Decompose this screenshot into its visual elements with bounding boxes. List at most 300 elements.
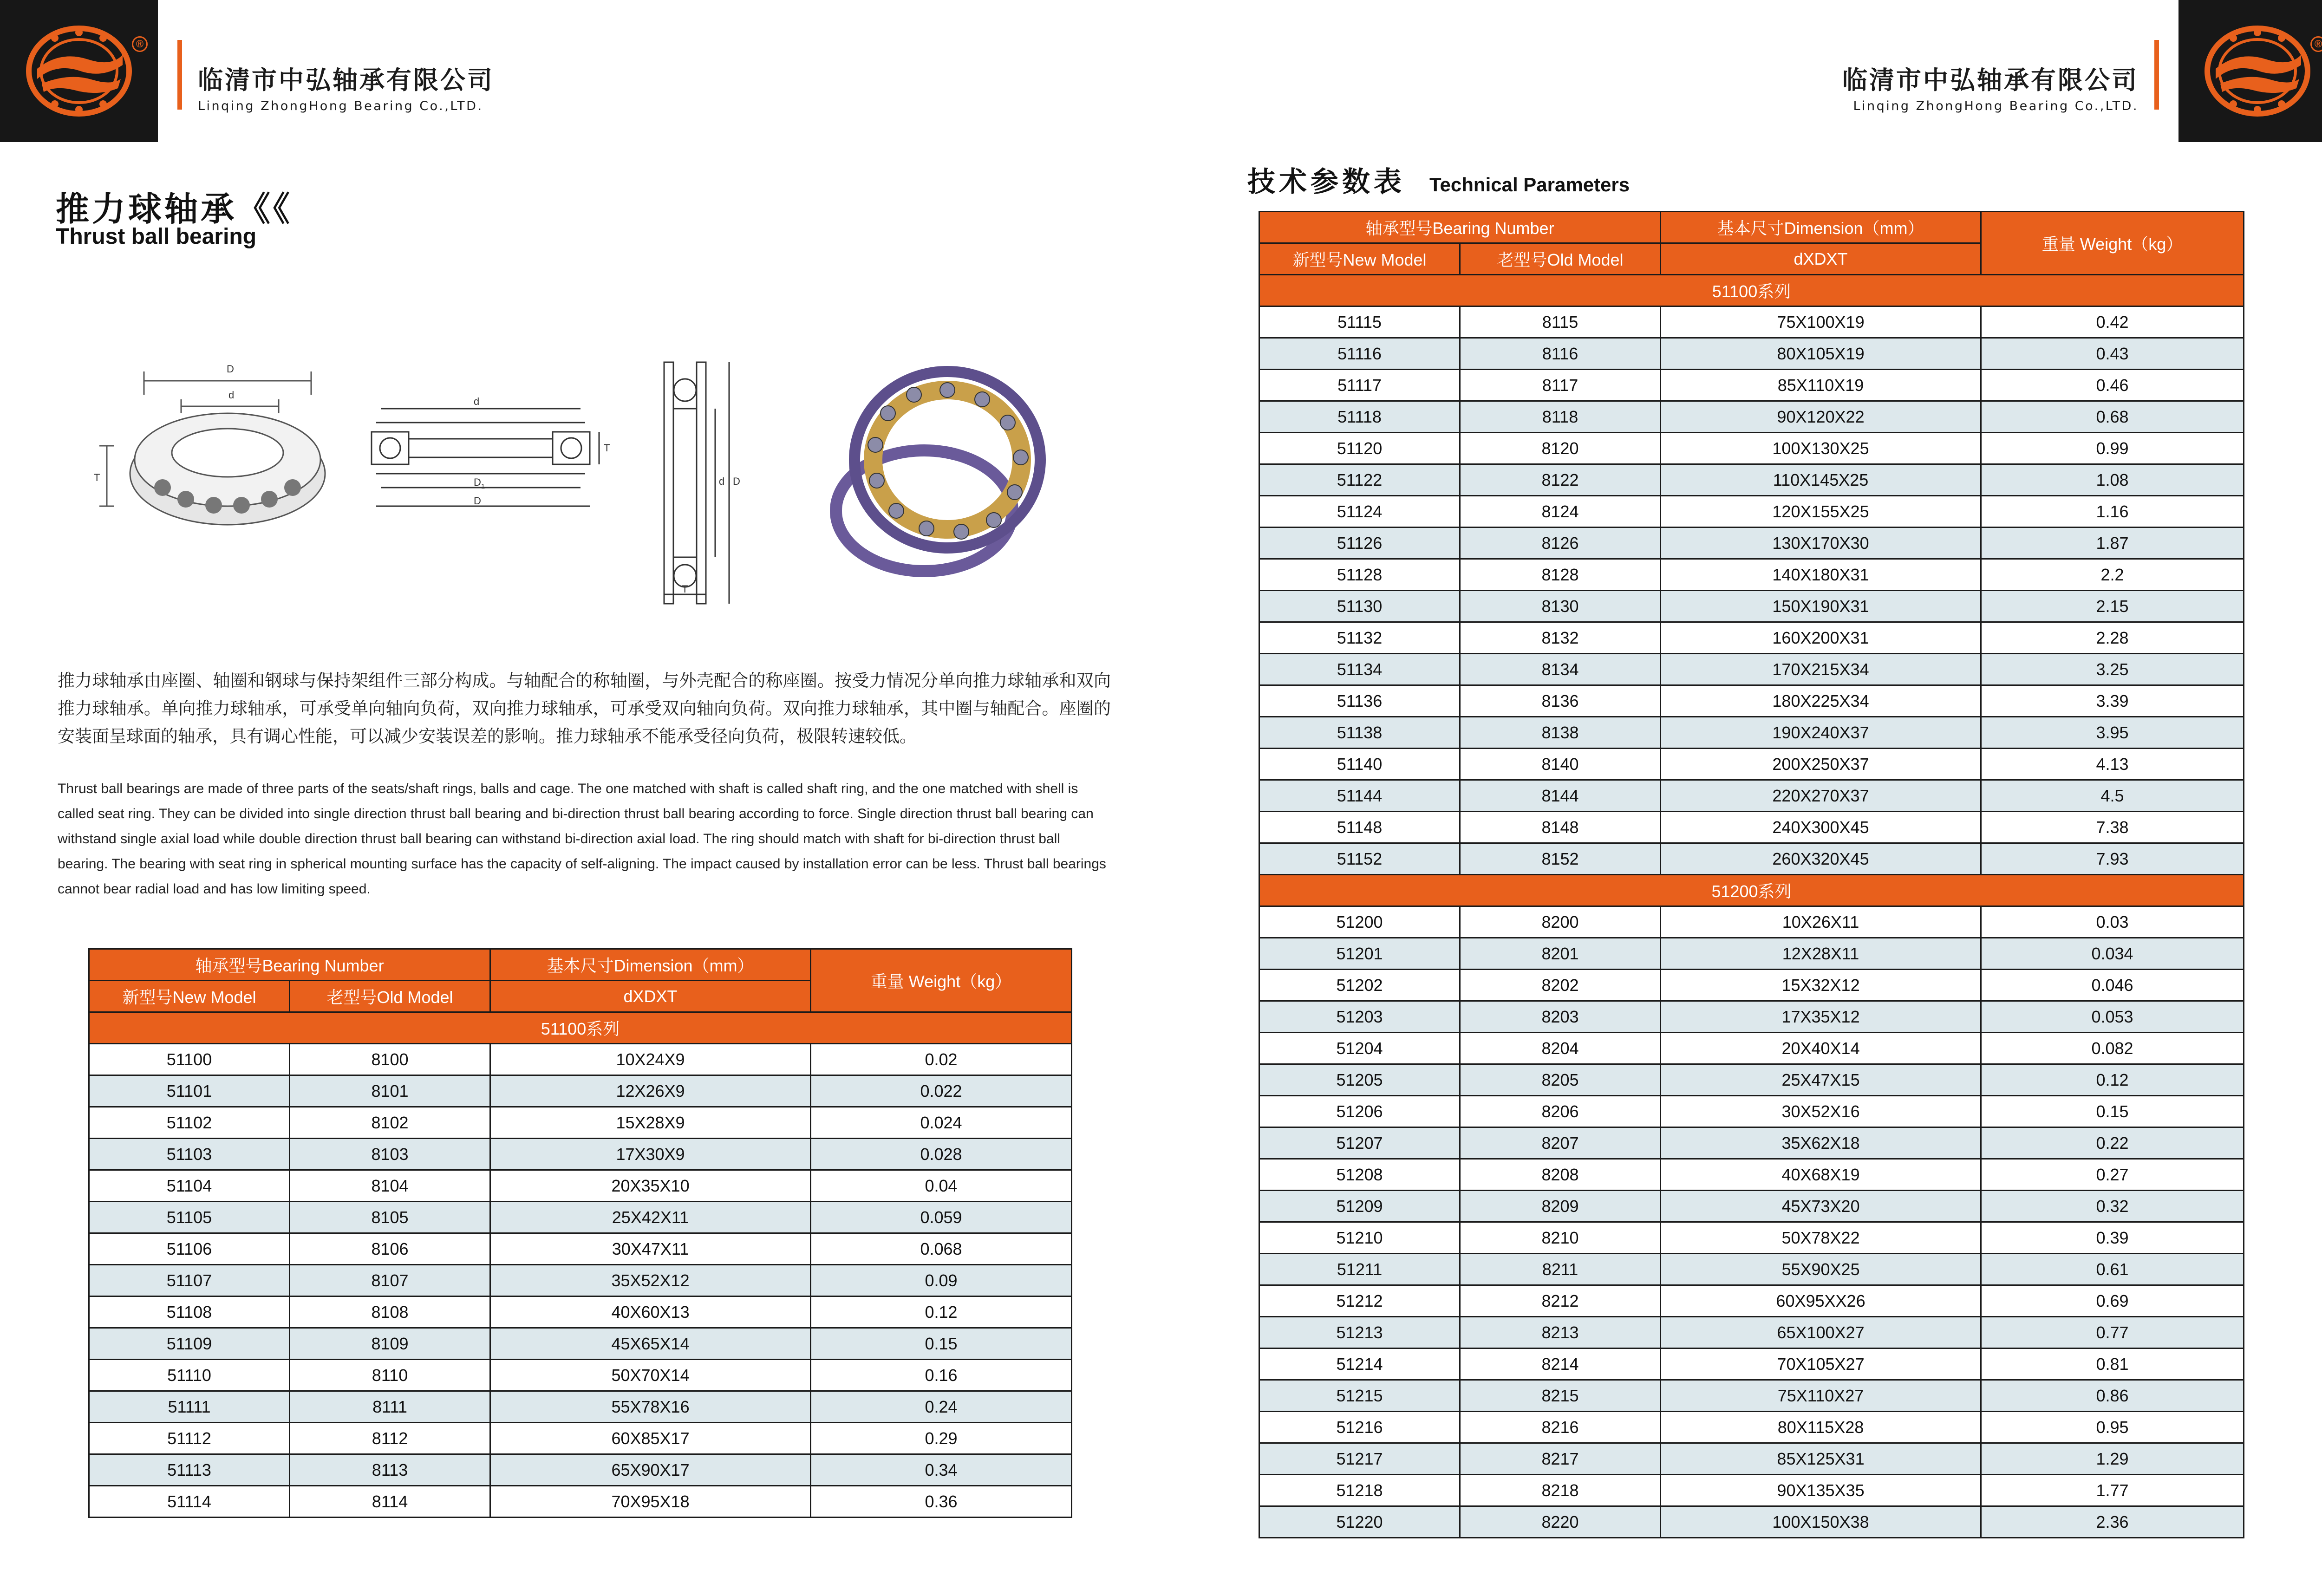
header-accent-bar	[177, 40, 182, 110]
company-name-en: Linqing ZhongHong Bearing Co.,LTD.	[1853, 99, 2139, 113]
table-row	[1259, 370, 2244, 401]
table-row	[1259, 685, 2244, 717]
table-row	[1259, 1159, 2244, 1191]
dimension-cell: 80X105X19	[1661, 338, 1981, 370]
table-row	[1259, 843, 2244, 875]
new-model-cell: 51126	[1259, 528, 1460, 559]
weight-cell: 2.36	[1981, 1506, 2244, 1538]
table-row	[1259, 1285, 2244, 1317]
old-model-cell: 8112	[290, 1423, 490, 1454]
weight-cell: 0.09	[811, 1265, 1072, 1296]
table-row	[1259, 1412, 2244, 1443]
dim-label-d: d	[719, 476, 725, 487]
new-model-cell: 51214	[1259, 1348, 1460, 1380]
dimension-cell: 180X225X34	[1661, 685, 1981, 717]
weight-cell: 1.87	[1981, 528, 2244, 559]
new-model-cell: 51207	[1259, 1127, 1460, 1159]
dimension-cell: 25X42X11	[490, 1202, 811, 1233]
dim-label-D1: $D_1$	[474, 476, 485, 490]
old-model-cell: 8206	[1460, 1096, 1661, 1127]
table-row	[1259, 717, 2244, 749]
old-model-cell: 8102	[290, 1107, 490, 1139]
old-model-cell: 8111	[290, 1391, 490, 1423]
weight-cell: 0.15	[1981, 1096, 2244, 1127]
old-model-cell: 8152	[1460, 843, 1661, 875]
new-model-cell: 51103	[89, 1139, 290, 1170]
new-model-cell: 51124	[1259, 496, 1460, 528]
new-model-cell: 51152	[1259, 843, 1460, 875]
old-model-cell: 8202	[1460, 970, 1661, 1001]
table-row	[1259, 1191, 2244, 1222]
weight-cell: 0.32	[1981, 1191, 2244, 1222]
new-model-cell: 51118	[1259, 401, 1460, 433]
dimension-cell: 100X130X25	[1661, 433, 1981, 464]
table-row	[1259, 780, 2244, 812]
series-row	[1259, 275, 2244, 306]
new-model-cell: 51213	[1259, 1317, 1460, 1348]
old-model-cell: 8144	[1460, 780, 1661, 812]
weight-cell: 0.034	[1981, 938, 2244, 970]
new-model-cell: 51128	[1259, 559, 1460, 591]
header-weight: 重量 Weight（kg）	[1981, 212, 2244, 275]
bearing-illustrations	[93, 353, 1115, 613]
table-row	[89, 1233, 1072, 1265]
new-model-cell: 51140	[1259, 749, 1460, 780]
old-model-cell: 8212	[1460, 1285, 1661, 1317]
table-row	[89, 1391, 1072, 1423]
dimension-cell: 190X240X37	[1661, 717, 1981, 749]
header-accent-bar	[2154, 40, 2159, 110]
table-row	[1259, 1222, 2244, 1254]
new-model-cell: 51200	[1259, 906, 1460, 938]
old-model-cell: 8113	[290, 1454, 490, 1486]
weight-cell: 0.99	[1981, 433, 2244, 464]
weight-cell: 0.95	[1981, 1412, 2244, 1443]
table-row	[89, 1328, 1072, 1360]
weight-cell: 0.082	[1981, 1033, 2244, 1064]
new-model-cell: 51111	[89, 1391, 290, 1423]
old-model-cell: 8130	[1460, 591, 1661, 622]
new-model-cell: 51204	[1259, 1033, 1460, 1064]
old-model-cell: 8211	[1460, 1254, 1661, 1285]
new-model-cell: 51138	[1259, 717, 1460, 749]
series-label: 51100系列	[89, 1012, 1072, 1044]
old-model-cell: 8110	[290, 1360, 490, 1391]
dimension-cell: 160X200X31	[1661, 622, 1981, 654]
new-model-cell: 51117	[1259, 370, 1460, 401]
table-row	[1259, 1064, 2244, 1096]
old-model-cell: 8203	[1460, 1001, 1661, 1033]
table-row	[89, 1170, 1072, 1202]
weight-cell: 7.93	[1981, 843, 2244, 875]
dimension-cell: 85X110X19	[1661, 370, 1981, 401]
old-model-cell: 8126	[1460, 528, 1661, 559]
weight-cell: 2.2	[1981, 559, 2244, 591]
dimension-cell: 65X100X27	[1661, 1317, 1981, 1348]
dimension-cell: 17X30X9	[490, 1139, 811, 1170]
table-row	[89, 1360, 1072, 1391]
dimension-cell: 140X180X31	[1661, 559, 1981, 591]
new-model-cell: 51211	[1259, 1254, 1460, 1285]
series-row	[89, 1012, 1072, 1044]
new-model-cell: 51208	[1259, 1159, 1460, 1191]
dimension-cell: 50X78X22	[1661, 1222, 1981, 1254]
old-model-cell: 8106	[290, 1233, 490, 1265]
new-model-cell: 51110	[89, 1360, 290, 1391]
dimension-cell: 20X40X14	[1661, 1033, 1981, 1064]
old-model-cell: 8201	[1460, 938, 1661, 970]
dimension-cell: 50X70X14	[490, 1360, 811, 1391]
dimension-cell: 40X68X19	[1661, 1159, 1981, 1191]
dim-label-T: T	[682, 583, 688, 595]
table-row	[89, 1486, 1072, 1518]
new-model-cell: 51220	[1259, 1506, 1460, 1538]
old-model-cell: 8104	[290, 1170, 490, 1202]
zhonghong-bearing-logo-icon	[2202, 22, 2313, 120]
spec-table-right	[1259, 211, 2244, 1538]
dimension-cell: 200X250X37	[1661, 749, 1981, 780]
dimension-cell: 25X47X15	[1661, 1064, 1981, 1096]
dimension-cell: 220X270X37	[1661, 780, 1981, 812]
old-model-cell: 8140	[1460, 749, 1661, 780]
dimension-cell: 260X320X45	[1661, 843, 1981, 875]
weight-cell: 0.81	[1981, 1348, 2244, 1380]
table-row	[1259, 559, 2244, 591]
old-model-cell: 8214	[1460, 1348, 1661, 1380]
new-model-cell: 51105	[89, 1202, 290, 1233]
weight-cell: 0.12	[811, 1296, 1072, 1328]
old-model-cell: 8101	[290, 1075, 490, 1107]
dimension-cell: 240X300X45	[1661, 812, 1981, 843]
company-logo	[2179, 0, 2322, 142]
old-model-cell: 8210	[1460, 1222, 1661, 1254]
registered-mark: ®	[2310, 36, 2322, 52]
old-model-cell: 8215	[1460, 1380, 1661, 1412]
table-row	[1259, 401, 2244, 433]
table-row	[1259, 938, 2244, 970]
table-row	[1259, 306, 2244, 338]
old-model-cell: 8108	[290, 1296, 490, 1328]
table-row	[1259, 338, 2244, 370]
table-row	[1259, 812, 2244, 843]
new-model-cell: 51216	[1259, 1412, 1460, 1443]
dimension-cell: 120X155X25	[1661, 496, 1981, 528]
weight-cell: 2.28	[1981, 622, 2244, 654]
weight-cell: 0.053	[1981, 1001, 2244, 1033]
table-row	[89, 1107, 1072, 1139]
technical-parameters-heading	[1247, 160, 1630, 200]
weight-cell: 4.13	[1981, 749, 2244, 780]
new-model-cell: 51206	[1259, 1096, 1460, 1127]
header-bearing-number: 轴承型号Bearing Number	[1259, 212, 1661, 243]
new-model-cell: 51102	[89, 1107, 290, 1139]
old-model-cell: 8220	[1460, 1506, 1661, 1538]
company-name-cn: 临清市中弘轴承有限公司	[1842, 65, 2139, 95]
table-row	[89, 1044, 1072, 1075]
new-model-cell: 51212	[1259, 1285, 1460, 1317]
company-name-cn: 临清市中弘轴承有限公司	[198, 65, 494, 95]
old-model-cell: 8128	[1460, 559, 1661, 591]
old-model-cell: 8217	[1460, 1443, 1661, 1475]
dimension-cell: 10X24X9	[490, 1044, 811, 1075]
company-name-en: Linqing ZhongHong Bearing Co.,LTD.	[198, 99, 483, 113]
weight-cell: 0.29	[811, 1423, 1072, 1454]
header-dimension: 基本尺寸Dimension（mm）	[490, 949, 811, 981]
page-subtitle: Thrust ball bearing	[56, 224, 257, 249]
new-model-cell: 51113	[89, 1454, 290, 1486]
dimension-cell: 90X120X22	[1661, 401, 1981, 433]
dim-label-T: T	[94, 472, 100, 483]
header-dim-sub: dXDXT	[490, 981, 811, 1012]
weight-cell: 7.38	[1981, 812, 2244, 843]
company-name-block	[198, 60, 494, 113]
weight-cell: 1.08	[1981, 464, 2244, 496]
table-row	[1259, 1506, 2244, 1538]
table-row	[1259, 1127, 2244, 1159]
old-model-cell: 8117	[1460, 370, 1661, 401]
dimension-cell: 85X125X31	[1661, 1443, 1981, 1475]
old-model-cell: 8132	[1460, 622, 1661, 654]
new-model-cell: 51104	[89, 1170, 290, 1202]
heading-cn: 技术参数表	[1247, 166, 1405, 198]
dimension-cell: 70X95X18	[490, 1486, 811, 1518]
weight-cell: 0.34	[811, 1454, 1072, 1486]
weight-cell: 1.16	[1981, 496, 2244, 528]
table-row	[1259, 1254, 2244, 1285]
dim-label-d: d	[228, 389, 235, 401]
table-row	[1259, 528, 2244, 559]
old-model-cell: 8120	[1460, 433, 1661, 464]
dimension-cell: 130X170X30	[1661, 528, 1981, 559]
weight-cell: 0.86	[1981, 1380, 2244, 1412]
table-row	[1259, 496, 2244, 528]
registered-mark: ®	[132, 36, 148, 52]
weight-cell: 0.12	[1981, 1064, 2244, 1096]
old-model-cell: 8122	[1460, 464, 1661, 496]
weight-cell: 3.25	[1981, 654, 2244, 685]
new-model-cell: 51115	[1259, 306, 1460, 338]
old-model-cell: 8118	[1460, 401, 1661, 433]
table-row	[1259, 654, 2244, 685]
old-model-cell: 8109	[290, 1328, 490, 1360]
old-model-cell: 8115	[1460, 306, 1661, 338]
old-model-cell: 8100	[290, 1044, 490, 1075]
dimension-cell: 45X73X20	[1661, 1191, 1981, 1222]
table-row	[1259, 1317, 2244, 1348]
table-row	[1259, 1033, 2244, 1064]
table-row	[89, 1075, 1072, 1107]
weight-cell: 0.27	[1981, 1159, 2244, 1191]
old-model-cell: 8209	[1460, 1191, 1661, 1222]
weight-cell: 0.04	[811, 1170, 1072, 1202]
weight-cell: 0.16	[811, 1360, 1072, 1391]
dim-label-D: D	[733, 476, 740, 487]
old-model-cell: 8107	[290, 1265, 490, 1296]
bearing-product-photo	[836, 371, 1040, 571]
table-row	[89, 1202, 1072, 1233]
dim-label-D: D	[227, 363, 234, 375]
old-model-cell: 8114	[290, 1486, 490, 1518]
new-model-cell: 51109	[89, 1328, 290, 1360]
new-model-cell: 51114	[89, 1486, 290, 1518]
table-row	[1259, 1443, 2244, 1475]
dimension-cell: 20X35X10	[490, 1170, 811, 1202]
dimension-cell: 90X135X35	[1661, 1475, 1981, 1506]
description-cn: 推力球轴承由座圈、轴圈和钢球与保持架组件三部分构成。与轴配合的称轴圈，与外壳配合的称座圈。按受力情况分单向推力球轴承和双向推力球轴承。单向推力球轴承，可承受单向轴向负荷，双向推力球轴承，可承受双向轴向负荷。双向推力球轴承，其中圈与轴配合。座圈的安装面呈球面的轴承，具有调心性能，可以减少安装误差的影响。推力球轴承不能承受径向负荷，极限转速较低。	[58, 671, 1111, 746]
spec-table-left	[88, 948, 1072, 1518]
bearing-section-figure	[372, 409, 599, 506]
dimension-cell: 75X110X27	[1661, 1380, 1981, 1412]
zhonghong-bearing-logo-icon	[23, 22, 135, 120]
weight-cell: 0.03	[1981, 906, 2244, 938]
weight-cell: 0.059	[811, 1202, 1072, 1233]
dimension-cell: 150X190X31	[1661, 591, 1981, 622]
dimension-cell: 15X28X9	[490, 1107, 811, 1139]
new-model-cell: 51144	[1259, 780, 1460, 812]
weight-cell: 0.68	[1981, 401, 2244, 433]
old-model-cell: 8148	[1460, 812, 1661, 843]
new-model-cell: 51218	[1259, 1475, 1460, 1506]
table-row	[89, 1139, 1072, 1170]
header-dimension: 基本尺寸Dimension（mm）	[1661, 212, 1981, 243]
weight-cell: 1.77	[1981, 1475, 2244, 1506]
weight-cell: 0.42	[1981, 306, 2244, 338]
weight-cell: 3.95	[1981, 717, 2244, 749]
header-new-model: 新型号New Model	[89, 981, 290, 1012]
table-row	[1259, 749, 2244, 780]
old-model-cell: 8134	[1460, 654, 1661, 685]
old-model-cell: 8116	[1460, 338, 1661, 370]
table-row	[1259, 1348, 2244, 1380]
heading-en: Technical Parameters	[1429, 174, 1630, 195]
dimension-cell: 100X150X38	[1661, 1506, 1981, 1538]
weight-cell: 0.43	[1981, 338, 2244, 370]
old-model-cell: 8124	[1460, 496, 1661, 528]
new-model-cell: 51122	[1259, 464, 1460, 496]
dim-label-T: T	[604, 442, 610, 454]
weight-cell: 0.22	[1981, 1127, 2244, 1159]
table-row	[1259, 464, 2244, 496]
table-row	[1259, 1475, 2244, 1506]
header-bearing-number: 轴承型号Bearing Number	[89, 949, 490, 981]
new-model-cell: 51120	[1259, 433, 1460, 464]
weight-cell: 0.068	[811, 1233, 1072, 1265]
old-model-cell: 8218	[1460, 1475, 1661, 1506]
dimension-cell: 12X26X9	[490, 1075, 811, 1107]
header-old-model: 老型号Old Model	[290, 981, 490, 1012]
new-model-cell: 51100	[89, 1044, 290, 1075]
new-model-cell: 51107	[89, 1265, 290, 1296]
series-row	[1259, 875, 2244, 906]
new-model-cell: 51101	[89, 1075, 290, 1107]
dimension-cell: 35X62X18	[1661, 1127, 1981, 1159]
dimension-cell: 60X85X17	[490, 1423, 811, 1454]
dimension-cell: 30X47X11	[490, 1233, 811, 1265]
weight-cell: 0.022	[811, 1075, 1072, 1107]
weight-cell: 0.15	[811, 1328, 1072, 1360]
dim-label-d: d	[474, 396, 480, 407]
new-model-cell: 51209	[1259, 1191, 1460, 1222]
dimension-cell: 55X78X16	[490, 1391, 811, 1423]
new-model-cell: 51203	[1259, 1001, 1460, 1033]
old-model-cell: 8138	[1460, 717, 1661, 749]
table-row	[1259, 1380, 2244, 1412]
dimension-cell: 170X215X34	[1661, 654, 1981, 685]
table-row	[89, 1454, 1072, 1486]
new-model-cell: 51217	[1259, 1443, 1460, 1475]
weight-cell: 0.36	[811, 1486, 1072, 1518]
table-row	[1259, 906, 2244, 938]
weight-cell: 1.29	[1981, 1443, 2244, 1475]
weight-cell: 0.028	[811, 1139, 1072, 1170]
series-label: 51100系列	[1259, 275, 2244, 306]
table-row	[89, 1296, 1072, 1328]
new-model-cell: 51106	[89, 1233, 290, 1265]
weight-cell: 0.24	[811, 1391, 1072, 1423]
dim-label-D: D	[474, 495, 481, 507]
old-model-cell: 8205	[1460, 1064, 1661, 1096]
weight-cell: 4.5	[1981, 780, 2244, 812]
company-name-block-right	[1842, 60, 2139, 113]
new-model-cell: 51134	[1259, 654, 1460, 685]
weight-cell: 3.39	[1981, 685, 2244, 717]
weight-cell: 2.15	[1981, 591, 2244, 622]
new-model-cell: 51215	[1259, 1380, 1460, 1412]
new-model-cell: 51112	[89, 1423, 290, 1454]
weight-cell: 0.69	[1981, 1285, 2244, 1317]
header-old-model: 老型号Old Model	[1460, 243, 1661, 275]
old-model-cell: 8207	[1460, 1127, 1661, 1159]
table-row	[89, 1423, 1072, 1454]
old-model-cell: 8204	[1460, 1033, 1661, 1064]
weight-cell: 0.77	[1981, 1317, 2244, 1348]
page-title: 推力球轴承《《	[56, 189, 293, 228]
weight-cell: 0.024	[811, 1107, 1072, 1139]
new-model-cell: 51136	[1259, 685, 1460, 717]
weight-cell: 0.61	[1981, 1254, 2244, 1285]
company-logo	[0, 0, 158, 142]
new-model-cell: 51116	[1259, 338, 1460, 370]
old-model-cell: 8105	[290, 1202, 490, 1233]
dimension-cell: 70X105X27	[1661, 1348, 1981, 1380]
dimension-cell: 12X28X11	[1661, 938, 1981, 970]
dimension-cell: 40X60X13	[490, 1296, 811, 1328]
table-row	[1259, 1001, 2244, 1033]
new-model-cell: 51130	[1259, 591, 1460, 622]
new-model-cell: 51210	[1259, 1222, 1460, 1254]
dimension-cell: 30X52X16	[1661, 1096, 1981, 1127]
dimension-cell: 10X26X11	[1661, 906, 1981, 938]
dimension-cell: 35X52X12	[490, 1265, 811, 1296]
dimension-cell: 17X35X12	[1661, 1001, 1981, 1033]
old-model-cell: 8200	[1460, 906, 1661, 938]
dimension-cell: 60X95XX26	[1661, 1285, 1981, 1317]
new-model-cell: 51205	[1259, 1064, 1460, 1096]
new-model-cell: 51108	[89, 1296, 290, 1328]
dimension-cell: 80X115X28	[1661, 1412, 1981, 1443]
table-row	[1259, 970, 2244, 1001]
header-dim-sub: dXDXT	[1661, 243, 1981, 275]
table-row	[1259, 433, 2244, 464]
dimension-cell: 15X32X12	[1661, 970, 1981, 1001]
old-model-cell: 8213	[1460, 1317, 1661, 1348]
weight-cell: 0.046	[1981, 970, 2244, 1001]
old-model-cell: 8103	[290, 1139, 490, 1170]
dimension-cell: 45X65X14	[490, 1328, 811, 1360]
new-model-cell: 51148	[1259, 812, 1460, 843]
new-model-cell: 51202	[1259, 970, 1460, 1001]
header-new-model: 新型号New Model	[1259, 243, 1460, 275]
